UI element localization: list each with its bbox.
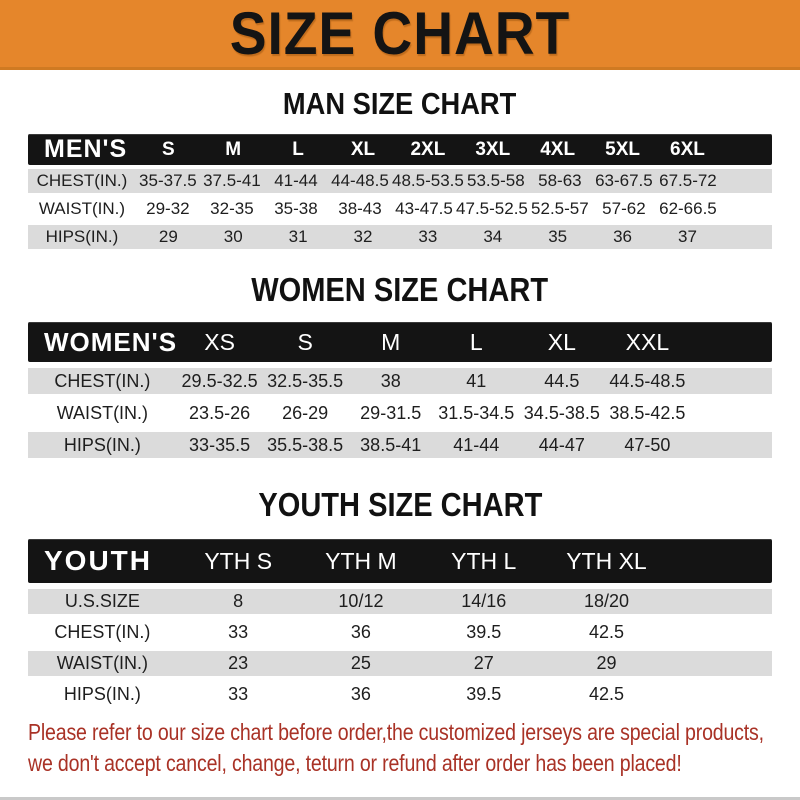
value-cell: 41-44 — [274, 171, 318, 190]
value-cell: 33 — [228, 622, 249, 642]
value-cell: 38 — [380, 370, 401, 391]
value-cell: 57-62 — [602, 199, 646, 218]
table-row — [28, 169, 772, 193]
table-header-label: YOUTH — [44, 545, 152, 576]
sections-container — [0, 86, 800, 707]
value-cell: 25 — [350, 653, 371, 673]
size-table — [28, 134, 772, 249]
column-header-cell: XL — [547, 328, 576, 355]
section-heading-text: MAN SIZE CHART — [283, 86, 517, 121]
column-header-cell: XXL — [625, 328, 670, 355]
value-cell: 23.5-26 — [189, 402, 251, 423]
column-header-cell: YTH L — [451, 547, 517, 574]
table-row — [28, 225, 772, 249]
column-header-cell: S — [297, 328, 313, 355]
value-cell: 38.5-41 — [360, 434, 422, 455]
value-cell: 32-35 — [210, 199, 254, 218]
column-header-cell: 5XL — [605, 138, 640, 160]
column-header-cell: L — [469, 328, 483, 355]
value-cell: 39.5 — [466, 684, 502, 704]
row-label: HIPS(IN.) — [63, 684, 141, 704]
value-cell: 10/12 — [338, 591, 384, 611]
column-header-cell: L — [292, 138, 304, 160]
table-header-row — [28, 322, 772, 362]
value-cell: 44.5-48.5 — [609, 370, 686, 391]
value-cell: 33-35.5 — [189, 434, 251, 455]
table-header-label: MEN'S — [44, 135, 128, 163]
row-label: CHEST(IN.) — [36, 171, 128, 190]
value-cell: 42.5 — [588, 622, 624, 642]
table-row — [28, 368, 772, 394]
column-header-cell: 3XL — [475, 138, 511, 160]
section-man-size-chart — [0, 86, 800, 249]
section-heading — [0, 486, 800, 524]
value-cell: 30 — [223, 227, 243, 246]
section-heading-text: WOMEN SIZE CHART — [251, 271, 549, 308]
column-header-cell: XS — [204, 328, 235, 355]
row-label: HIPS(IN.) — [63, 434, 141, 455]
footer-note-line2: we don't accept cancel, change, teturn or refund after order has been placed! — [28, 750, 682, 776]
section-heading — [0, 86, 800, 122]
row-label: U.S.SIZE — [64, 591, 140, 611]
value-cell: 29-31.5 — [360, 402, 422, 423]
value-cell: 35-37.5 — [139, 171, 197, 190]
value-cell: 52.5-57 — [531, 199, 589, 218]
value-cell: 67.5-72 — [659, 171, 717, 190]
value-cell: 42.5 — [588, 684, 624, 704]
value-cell: 31.5-34.5 — [438, 402, 515, 423]
value-cell: 38-43 — [338, 199, 382, 218]
value-cell: 47.5-52.5 — [456, 199, 528, 218]
table-row — [28, 620, 772, 645]
value-cell: 58-63 — [538, 171, 582, 190]
table-row — [28, 651, 772, 676]
column-header-cell: 2XL — [410, 138, 446, 160]
column-header-cell: YTH S — [204, 547, 273, 574]
value-cell: 44-47 — [538, 434, 585, 455]
value-cell: 23 — [228, 653, 249, 673]
value-cell: 47-50 — [624, 434, 671, 455]
value-cell: 32.5-35.5 — [267, 370, 344, 391]
footer-note — [0, 707, 800, 779]
value-cell: 63-67.5 — [595, 171, 653, 190]
row-label: CHEST(IN.) — [54, 622, 151, 642]
table-row — [28, 432, 772, 458]
value-cell: 44-48.5 — [331, 171, 389, 190]
value-cell: 62-66.5 — [659, 199, 717, 218]
value-cell: 37.5-41 — [203, 171, 261, 190]
row-label: WAIST(IN.) — [56, 402, 149, 423]
value-cell: 27 — [473, 653, 494, 673]
column-header-cell: 4XL — [540, 138, 576, 160]
value-cell: 36 — [350, 684, 371, 704]
value-cell: 35.5-38.5 — [267, 434, 344, 455]
value-cell: 34.5-38.5 — [523, 402, 600, 423]
value-cell: 35-38 — [274, 199, 318, 218]
value-cell: 33 — [418, 227, 438, 246]
title-banner — [0, 0, 800, 70]
value-cell: 41-44 — [453, 434, 500, 455]
value-cell: 53.5-58 — [467, 171, 525, 190]
value-cell: 29 — [596, 653, 617, 673]
table-row — [28, 197, 772, 221]
value-cell: 38.5-42.5 — [609, 402, 686, 423]
column-header-cell: M — [225, 138, 242, 160]
table-row — [28, 400, 772, 426]
section-youth-size-chart — [0, 486, 800, 707]
size-table — [28, 322, 772, 458]
value-cell: 35 — [548, 227, 568, 246]
column-header-cell: S — [161, 138, 175, 160]
footer-note-line1: Please refer to our size chart before order,the customized jerseys are special products, — [28, 719, 764, 745]
value-cell: 36 — [613, 227, 633, 246]
value-cell: 43-47.5 — [395, 199, 453, 218]
value-cell: 37 — [677, 227, 697, 246]
column-header-cell: XL — [350, 138, 376, 160]
value-cell: 44.5 — [544, 370, 580, 391]
value-cell: 29.5-32.5 — [181, 370, 258, 391]
column-header-cell: YTH XL — [566, 547, 647, 574]
value-cell: 36 — [350, 622, 371, 642]
value-cell: 41 — [466, 370, 487, 391]
table-header-label: WOMEN'S — [44, 326, 178, 357]
value-cell: 29 — [158, 227, 178, 246]
value-cell: 26-29 — [282, 402, 329, 423]
row-label: WAIST(IN.) — [56, 653, 149, 673]
table-header-row — [28, 539, 772, 583]
value-cell: 8 — [233, 591, 244, 611]
value-cell: 18/20 — [583, 591, 629, 611]
section-heading — [0, 271, 800, 309]
value-cell: 39.5 — [466, 622, 502, 642]
column-header-cell: 6XL — [670, 138, 705, 160]
section-heading-text: YOUTH SIZE CHART — [258, 486, 542, 523]
value-cell: 29-32 — [146, 199, 190, 218]
section-women-size-chart — [0, 271, 800, 458]
row-label: CHEST(IN.) — [54, 370, 151, 391]
page-title: SIZE CHART — [229, 0, 571, 67]
table-row — [28, 589, 772, 614]
value-cell: 32 — [353, 227, 373, 246]
value-cell: 48.5-53.5 — [392, 171, 464, 190]
table-row — [28, 682, 772, 707]
value-cell: 33 — [228, 684, 249, 704]
value-cell: 14/16 — [461, 591, 507, 611]
column-header-cell: M — [381, 328, 401, 355]
value-cell: 34 — [483, 227, 503, 246]
row-label: WAIST(IN.) — [38, 199, 126, 218]
size-table — [28, 539, 772, 707]
row-label: HIPS(IN.) — [45, 227, 119, 246]
value-cell: 31 — [288, 227, 308, 246]
table-header-row — [28, 134, 772, 165]
column-header-cell: YTH M — [325, 547, 397, 574]
